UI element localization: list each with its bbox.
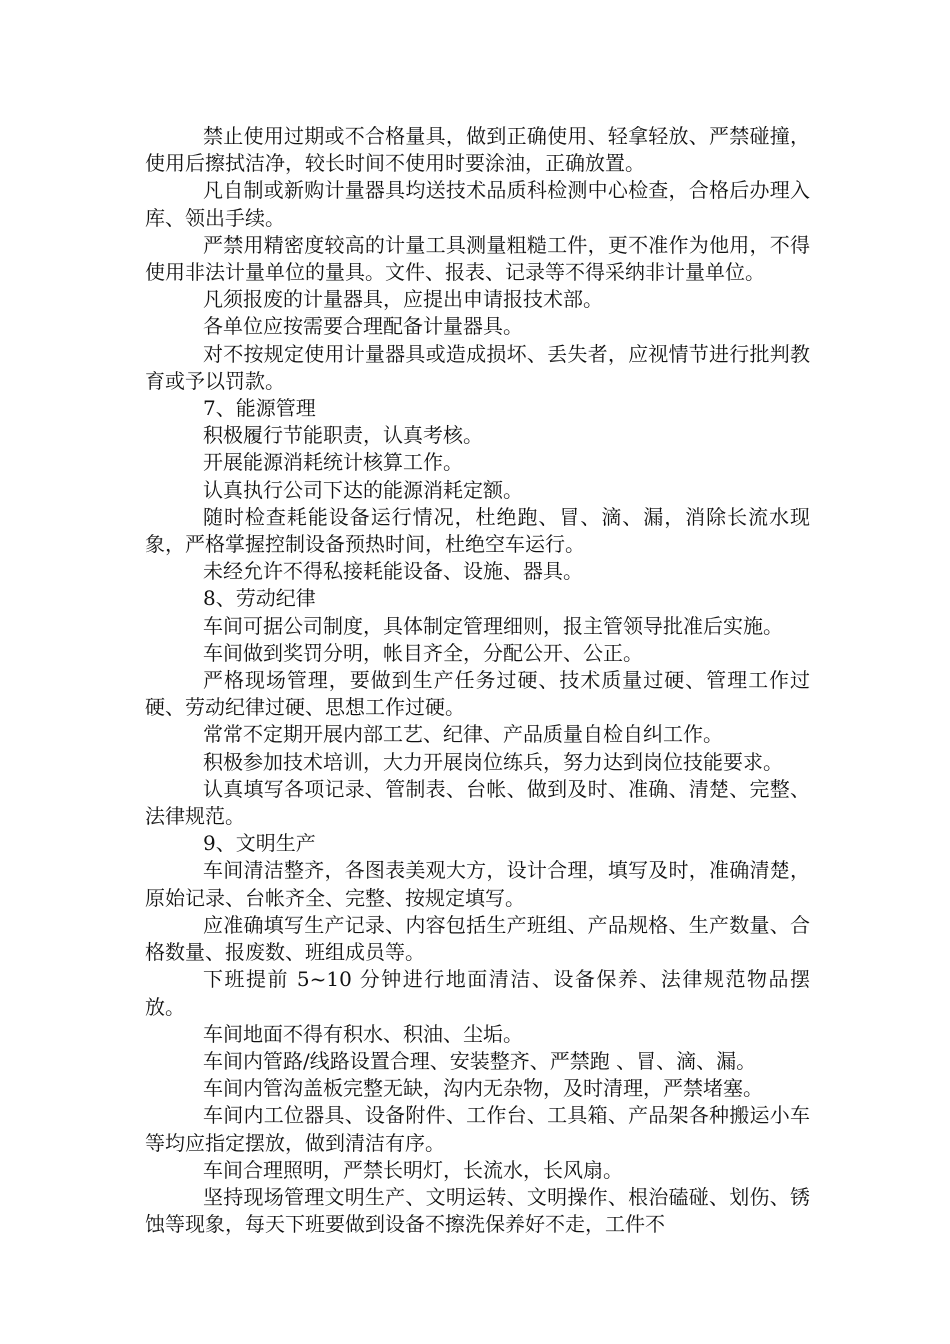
- paragraph: 车间内管路/线路设置合理、安装整齐、严禁跑 、冒、滴、漏。: [203, 1048, 757, 1073]
- section-heading-labor-discipline: 8、劳动纪律: [203, 586, 316, 611]
- paragraph: 未经允许不得私接耗能设备、设施、器具。: [203, 559, 583, 584]
- paragraph: 车间地面不得有积水、积油、尘垢。: [203, 1021, 523, 1046]
- paragraph: 积极参加技术培训，大力开展岗位练兵，努力达到岗位技能要求。: [203, 749, 783, 774]
- paragraph: 认真填写各项记录、管制表、台帐、做到及时、准确、清楚、完整、法律规范。: [145, 776, 810, 829]
- paragraph: 下班提前 5~10 分钟进行地面清洁、设备保养、法律规范物品摆放。: [145, 967, 810, 1019]
- document-body: [145, 123, 810, 1238]
- paragraph: 积极履行节能职责，认真考核。: [203, 423, 483, 448]
- paragraph: 禁止使用过期或不合格量具，做到正确使用、轻拿轻放、严禁碰撞，使用后擦拭洁净，较长时间不使用时要涂油，正确放置。: [145, 124, 810, 176]
- paragraph: 各单位应按需要合理配备计量器具。: [203, 314, 523, 339]
- paragraph: 车间做到奖罚分明，帐目齐全，分配公开、公正。: [203, 640, 643, 665]
- paragraph: 车间可据公司制度，具体制定管理细则，报主管领导批准后实施。: [203, 613, 783, 638]
- paragraph: 车间清洁整齐，各图表美观大方，设计合理，填写及时，准确清楚，原始记录、台帐齐全、完整、按规定填写。: [145, 858, 810, 910]
- paragraph: 开展能源消耗统计核算工作。: [203, 450, 463, 475]
- paragraph: 常常不定期开展内部工艺、纪律、产品质量自检自纠工作。: [203, 722, 723, 747]
- paragraph: 车间合理照明，严禁长明灯，长流水，长风扇。: [203, 1157, 623, 1182]
- paragraph: 对不按规定使用计量器具或造成损坏、丢失者，应视情节进行批判教育或予以罚款。: [145, 341, 810, 393]
- paragraph: 认真执行公司下达的能源消耗定额。: [203, 477, 523, 502]
- paragraph: 严禁用精密度较高的计量工具测量粗糙工件，更不准作为他用，不得使用非法计量单位的量具。文件、报表、记录等不得采纳非计量单位。: [145, 232, 810, 285]
- paragraph: 严格现场管理，要做到生产任务过硬、技术质量过硬、管理工作过硬、劳动纪律过硬、思想工作过硬。: [145, 668, 810, 720]
- paragraph: 凡须报废的计量器具，应提出申请报技术部。: [203, 287, 603, 312]
- paragraph: 车间内管沟盖板完整无缺，沟内无杂物，及时清理，严禁堵塞。: [203, 1076, 763, 1101]
- section-heading-civilized-production: 9、文明生产: [203, 831, 316, 856]
- paragraph: 坚持现场管理文明生产、文明运转、文明操作、根治磕碰、划伤、锈蚀等现象，每天下班要做到设备不擦洗保养好不走，工件不: [145, 1184, 810, 1237]
- paragraph: 车间内工位器具、设备附件、工作台、工具箱、产品架各种搬运小车等均应指定摆放，做到清洁有序。: [145, 1103, 810, 1155]
- section-heading-energy: 7、能源管理: [203, 396, 316, 421]
- paragraph: 随时检查耗能设备运行情况，杜绝跑、冒、滴、漏，消除长流水现象，严格掌握控制设备预热时间，杜绝空车运行。: [145, 504, 810, 557]
- paragraph: 应准确填写生产记录、内容包括生产班组、产品规格、生产数量、合格数量、报废数、班组成员等。: [145, 912, 810, 965]
- paragraph: 凡自制或新购计量器具均送技术品质科检测中心检查，合格后办理入库、领出手续。: [145, 178, 810, 230]
